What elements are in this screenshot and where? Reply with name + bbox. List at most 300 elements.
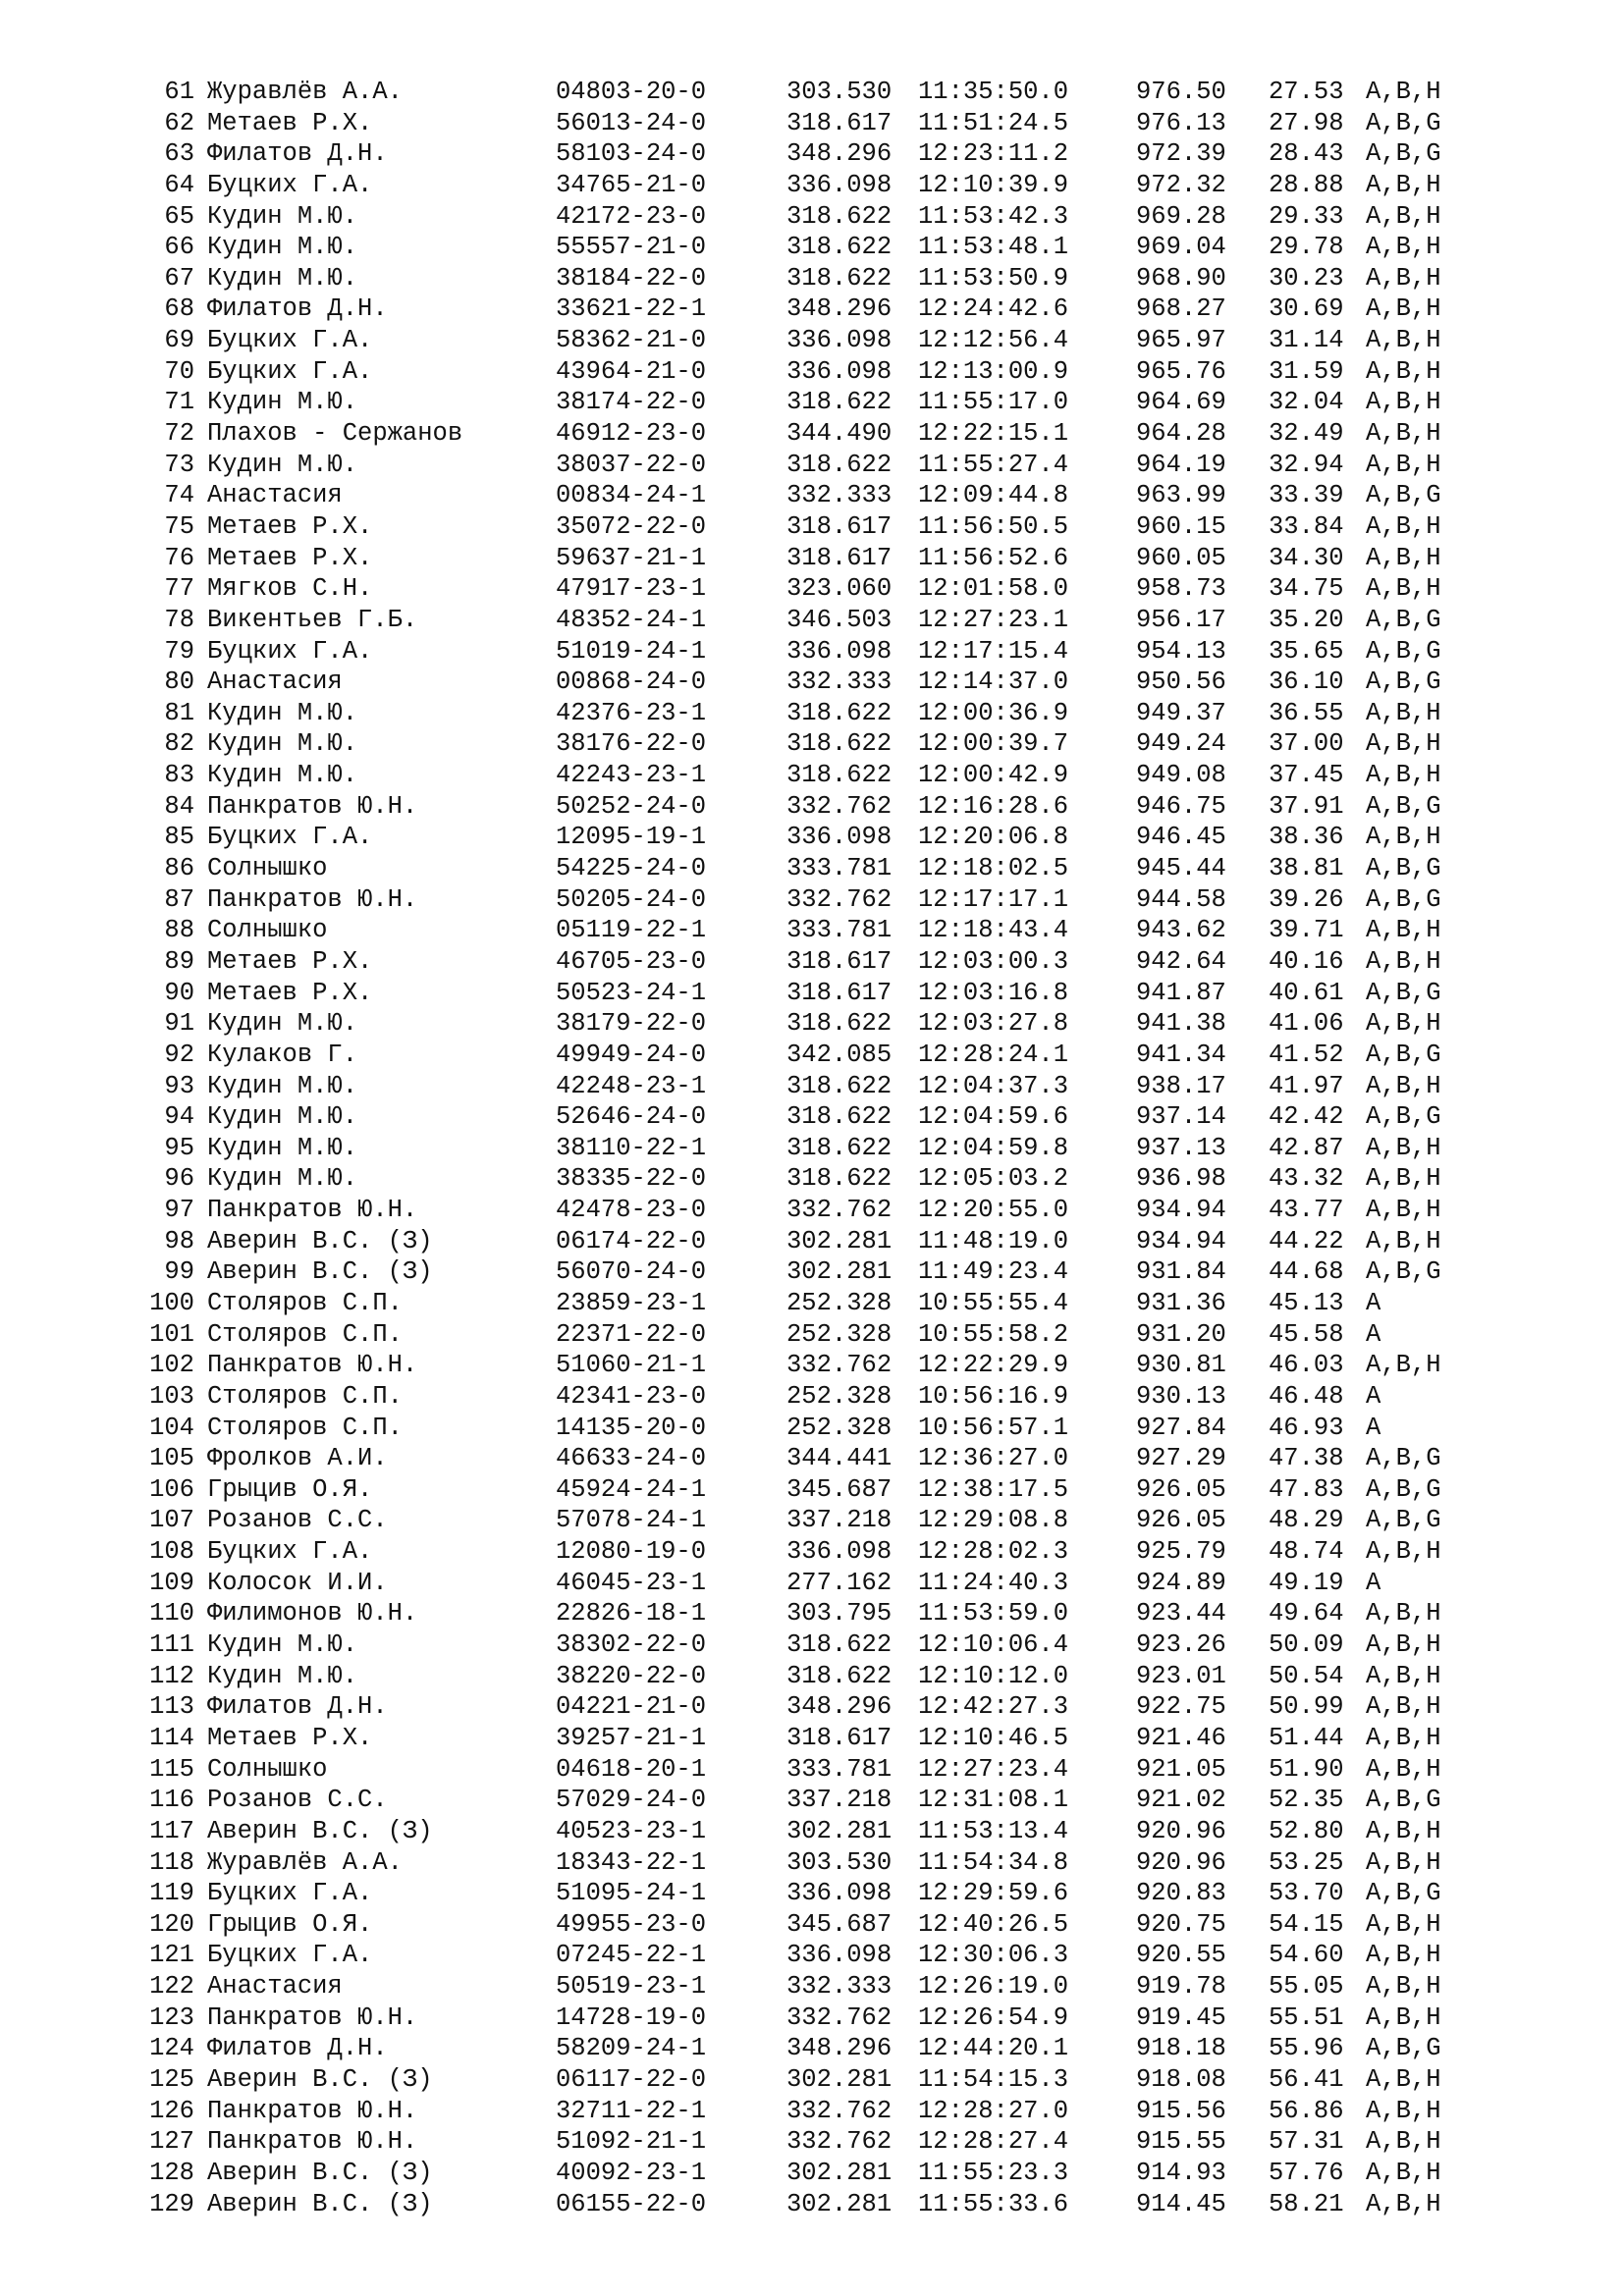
distance-cell: 318.622	[786, 1071, 893, 1100]
fancier-name-cell: Розанов С.С.	[207, 1506, 388, 1535]
fancier-name-cell: Анастасия	[207, 1972, 343, 2002]
fancier-name-cell: Панкратов Ю.Н.	[207, 1196, 418, 1225]
ring-number-cell: 47917-23-1	[556, 574, 707, 604]
arrival-time-cell: 11:53:42.3	[918, 201, 1069, 231]
fancier-name-cell: Колосок И.И.	[207, 1568, 388, 1597]
ring-number-cell: 50519-23-1	[556, 1972, 707, 2002]
place-cell: 72	[164, 419, 194, 449]
category-cell: A,B,H	[1366, 1723, 1441, 1752]
place-cell: 89	[164, 946, 194, 976]
place-cell: 96	[164, 1164, 194, 1194]
table-row	[0, 1256, 1624, 1288]
distance-cell: 302.281	[786, 2065, 893, 2094]
speed-cell: 942.64	[1136, 946, 1226, 976]
table-row	[0, 636, 1624, 667]
distance-cell: 333.781	[786, 1754, 893, 1784]
ring-number-cell: 56070-24-0	[556, 1257, 707, 1287]
ring-number-cell: 14728-19-0	[556, 2002, 707, 2032]
arrival-time-cell: 11:48:19.0	[918, 1226, 1069, 1255]
coefficient-cell: 38.81	[1269, 854, 1344, 883]
distance-cell: 332.762	[786, 2127, 893, 2157]
coefficient-cell: 37.45	[1269, 761, 1344, 790]
speed-cell: 965.97	[1136, 326, 1226, 355]
distance-cell: 318.617	[786, 543, 893, 572]
coefficient-cell: 52.80	[1269, 1816, 1344, 1845]
category-cell: A	[1366, 1319, 1381, 1349]
category-cell: A	[1366, 1413, 1381, 1442]
distance-cell: 302.281	[786, 2189, 893, 2218]
place-cell: 65	[164, 201, 194, 231]
fancier-name-cell: Кудин М.Ю.	[207, 201, 358, 231]
arrival-time-cell: 12:12:56.4	[918, 326, 1069, 355]
distance-cell: 318.622	[786, 761, 893, 790]
ring-number-cell: 40092-23-1	[556, 2158, 707, 2187]
speed-cell: 915.55	[1136, 2127, 1226, 2157]
ring-number-cell: 14135-20-0	[556, 1413, 707, 1442]
fancier-name-cell: Кудин М.Ю.	[207, 1630, 358, 1660]
place-cell: 106	[149, 1474, 194, 1504]
place-cell: 122	[149, 1972, 194, 2002]
ring-number-cell: 42376-23-1	[556, 698, 707, 727]
speed-cell: 976.50	[1136, 78, 1226, 106]
coefficient-cell: 55.51	[1269, 2002, 1344, 2032]
distance-cell: 302.281	[786, 1226, 893, 1255]
coefficient-cell: 34.30	[1269, 543, 1344, 572]
ring-number-cell: 50523-24-1	[556, 978, 707, 1007]
ring-number-cell: 49955-23-0	[556, 1909, 707, 1939]
distance-cell: 336.098	[786, 356, 893, 386]
table-row	[0, 418, 1624, 450]
coefficient-cell: 50.54	[1269, 1661, 1344, 1690]
fancier-name-cell: Филатов Д.Н.	[207, 2034, 388, 2063]
arrival-time-cell: 12:03:27.8	[918, 1009, 1069, 1039]
distance-cell: 344.441	[786, 1444, 893, 1473]
distance-cell: 318.617	[786, 946, 893, 976]
category-cell: A,B,H	[1366, 2158, 1441, 2187]
arrival-time-cell: 12:30:06.3	[918, 1941, 1069, 1970]
category-cell: A,B,H	[1366, 1630, 1441, 1660]
speed-cell: 921.02	[1136, 1786, 1226, 1815]
arrival-time-cell: 12:18:43.4	[918, 916, 1069, 945]
fancier-name-cell: Розанов С.С.	[207, 1786, 388, 1815]
distance-cell: 318.622	[786, 1102, 893, 1132]
table-row	[0, 853, 1624, 884]
coefficient-cell: 43.32	[1269, 1164, 1344, 1194]
ring-number-cell: 38110-22-1	[556, 1133, 707, 1162]
coefficient-cell: 38.36	[1269, 823, 1344, 852]
table-row	[0, 1071, 1624, 1102]
table-row	[0, 2189, 1624, 2220]
ring-number-cell: 49949-24-0	[556, 1040, 707, 1069]
fancier-name-cell: Метаев Р.Х.	[207, 511, 373, 541]
arrival-time-cell: 11:24:40.3	[918, 1568, 1069, 1597]
table-row	[0, 108, 1624, 139]
table-row	[0, 170, 1624, 201]
fancier-name-cell: Панкратов Ю.Н.	[207, 2127, 418, 2157]
coefficient-cell: 36.55	[1269, 698, 1344, 727]
fancier-name-cell: Грыцив О.Я.	[207, 1909, 373, 1939]
category-cell: A,B,H	[1366, 1661, 1441, 1690]
category-cell: A,B,H	[1366, 1692, 1441, 1722]
ring-number-cell: 50205-24-0	[556, 884, 707, 914]
table-row	[0, 728, 1624, 760]
ring-number-cell: 38037-22-0	[556, 450, 707, 479]
speed-cell: 937.13	[1136, 1133, 1226, 1162]
fancier-name-cell: Аверин В.С. (З)	[207, 2189, 433, 2218]
coefficient-cell: 51.44	[1269, 1723, 1344, 1752]
place-cell: 98	[164, 1226, 194, 1255]
fancier-name-cell: Журавлёв А.А.	[207, 78, 403, 106]
ring-number-cell: 55557-21-0	[556, 233, 707, 262]
speed-cell: 920.75	[1136, 1909, 1226, 1939]
ring-number-cell: 46912-23-0	[556, 419, 707, 449]
fancier-name-cell: Мягков С.Н.	[207, 574, 373, 604]
coefficient-cell: 34.75	[1269, 574, 1344, 604]
category-cell: A,B,H	[1366, 1226, 1441, 1255]
table-row	[0, 667, 1624, 698]
fancier-name-cell: Метаев Р.Х.	[207, 946, 373, 976]
ring-number-cell: 07245-22-1	[556, 1941, 707, 1970]
speed-cell: 950.56	[1136, 667, 1226, 697]
place-cell: 108	[149, 1537, 194, 1567]
place-cell: 85	[164, 823, 194, 852]
table-row	[0, 1723, 1624, 1754]
fancier-name-cell: Анастасия	[207, 667, 343, 697]
speed-cell: 937.14	[1136, 1102, 1226, 1132]
category-cell: A,B,H	[1366, 2096, 1441, 2125]
coefficient-cell: 35.65	[1269, 636, 1344, 666]
coefficient-cell: 42.42	[1269, 1102, 1344, 1132]
distance-cell: 252.328	[786, 1288, 893, 1317]
distance-cell: 318.622	[786, 201, 893, 231]
fancier-name-cell: Солнышко	[207, 1754, 328, 1784]
place-cell: 115	[149, 1754, 194, 1784]
table-row	[0, 356, 1624, 388]
table-row	[0, 978, 1624, 1009]
ring-number-cell: 42478-23-0	[556, 1196, 707, 1225]
place-cell: 74	[164, 481, 194, 510]
distance-cell: 318.617	[786, 978, 893, 1007]
ring-number-cell: 05119-22-1	[556, 916, 707, 945]
category-cell: A,B,H	[1366, 263, 1441, 293]
table-row	[0, 1008, 1624, 1040]
ring-number-cell: 56013-24-0	[556, 108, 707, 137]
ring-number-cell: 12080-19-0	[556, 1537, 707, 1567]
place-cell: 75	[164, 511, 194, 541]
category-cell: A,B,H	[1366, 823, 1441, 852]
fancier-name-cell: Буцких Г.А.	[207, 326, 373, 355]
category-cell: A,B,H	[1366, 1009, 1441, 1039]
place-cell: 61	[164, 78, 194, 106]
table-row	[0, 2002, 1624, 2034]
table-row	[0, 884, 1624, 916]
table-row	[0, 294, 1624, 325]
arrival-time-cell: 12:04:59.6	[918, 1102, 1069, 1132]
coefficient-cell: 40.16	[1269, 946, 1344, 976]
place-cell: 121	[149, 1941, 194, 1970]
arrival-time-cell: 12:24:42.6	[918, 294, 1069, 324]
place-cell: 123	[149, 2002, 194, 2032]
category-cell: A,B,H	[1366, 2189, 1441, 2218]
table-row	[0, 1878, 1624, 1909]
coefficient-cell: 52.35	[1269, 1786, 1344, 1815]
ring-number-cell: 51092-21-1	[556, 2127, 707, 2157]
ring-number-cell: 32711-22-1	[556, 2096, 707, 2125]
speed-cell: 964.19	[1136, 450, 1226, 479]
fancier-name-cell: Панкратов Ю.Н.	[207, 1351, 418, 1380]
place-cell: 126	[149, 2096, 194, 2125]
arrival-time-cell: 12:26:19.0	[918, 1972, 1069, 2002]
table-row	[0, 1226, 1624, 1257]
distance-cell: 302.281	[786, 2158, 893, 2187]
ring-number-cell: 58103-24-0	[556, 139, 707, 169]
fancier-name-cell: Кудин М.Ю.	[207, 1661, 358, 1690]
category-cell: A,B,G	[1366, 1102, 1441, 1132]
category-cell: A,B,H	[1366, 2002, 1441, 2032]
coefficient-cell: 54.15	[1269, 1909, 1344, 1939]
ring-number-cell: 42243-23-1	[556, 761, 707, 790]
fancier-name-cell: Аверин В.С. (З)	[207, 1226, 433, 1255]
arrival-time-cell: 12:31:08.1	[918, 1786, 1069, 1815]
arrival-time-cell: 12:26:54.9	[918, 2002, 1069, 2032]
ring-number-cell: 06174-22-0	[556, 1226, 707, 1255]
fancier-name-cell: Фролков А.И.	[207, 1444, 388, 1473]
arrival-time-cell: 12:38:17.5	[918, 1474, 1069, 1504]
arrival-time-cell: 12:05:03.2	[918, 1164, 1069, 1194]
speed-cell: 921.05	[1136, 1754, 1226, 1784]
place-cell: 91	[164, 1009, 194, 1039]
fancier-name-cell: Журавлёв А.А.	[207, 1847, 403, 1877]
category-cell: A,B,G	[1366, 2034, 1441, 2063]
ring-number-cell: 04803-20-0	[556, 78, 707, 106]
ring-number-cell: 48352-24-1	[556, 605, 707, 634]
speed-cell: 960.15	[1136, 511, 1226, 541]
fancier-name-cell: Кудин М.Ю.	[207, 1009, 358, 1039]
coefficient-cell: 30.23	[1269, 263, 1344, 293]
fancier-name-cell: Викентьев Г.Б.	[207, 605, 418, 634]
distance-cell: 318.617	[786, 1723, 893, 1752]
place-cell: 92	[164, 1040, 194, 1069]
arrival-time-cell: 12:18:02.5	[918, 854, 1069, 883]
distance-cell: 318.622	[786, 698, 893, 727]
category-cell: A,B,G	[1366, 108, 1441, 137]
place-cell: 66	[164, 233, 194, 262]
speed-cell: 968.27	[1136, 294, 1226, 324]
speed-cell: 930.13	[1136, 1381, 1226, 1411]
arrival-time-cell: 12:01:58.0	[918, 574, 1069, 604]
speed-cell: 914.45	[1136, 2189, 1226, 2218]
place-cell: 111	[149, 1630, 194, 1660]
category-cell: A,B,G	[1366, 1474, 1441, 1504]
coefficient-cell: 41.97	[1269, 1071, 1344, 1100]
category-cell: A,B,H	[1366, 1754, 1441, 1784]
arrival-time-cell: 12:13:00.9	[918, 356, 1069, 386]
place-cell: 81	[164, 698, 194, 727]
category-cell: A,B,G	[1366, 1786, 1441, 1815]
speed-cell: 931.84	[1136, 1257, 1226, 1287]
speed-cell: 923.01	[1136, 1661, 1226, 1690]
coefficient-cell: 33.84	[1269, 511, 1344, 541]
speed-cell: 944.58	[1136, 884, 1226, 914]
speed-cell: 920.96	[1136, 1847, 1226, 1877]
place-cell: 114	[149, 1723, 194, 1752]
coefficient-cell: 45.13	[1269, 1288, 1344, 1317]
ring-number-cell: 46705-23-0	[556, 946, 707, 976]
distance-cell: 303.530	[786, 78, 893, 106]
table-row	[0, 1629, 1624, 1661]
category-cell: A,B,H	[1366, 543, 1441, 572]
distance-cell: 332.762	[786, 884, 893, 914]
speed-cell: 938.17	[1136, 1071, 1226, 1100]
speed-cell: 976.13	[1136, 108, 1226, 137]
coefficient-cell: 27.53	[1269, 78, 1344, 106]
table-row	[0, 1443, 1624, 1474]
speed-cell: 964.69	[1136, 388, 1226, 417]
distance-cell: 336.098	[786, 1537, 893, 1567]
distance-cell: 337.218	[786, 1786, 893, 1815]
speed-cell: 930.81	[1136, 1351, 1226, 1380]
speed-cell: 949.08	[1136, 761, 1226, 790]
table-row	[0, 1319, 1624, 1351]
distance-cell: 333.781	[786, 854, 893, 883]
fancier-name-cell: Солнышко	[207, 916, 328, 945]
place-cell: 99	[164, 1257, 194, 1287]
arrival-time-cell: 12:23:11.2	[918, 139, 1069, 169]
table-row	[0, 1909, 1624, 1941]
distance-cell: 277.162	[786, 1568, 893, 1597]
category-cell: A,B,H	[1366, 574, 1441, 604]
category-cell: A,B,H	[1366, 170, 1441, 199]
category-cell: A,B,G	[1366, 139, 1441, 169]
table-row	[0, 698, 1624, 729]
table-row	[0, 1661, 1624, 1692]
arrival-time-cell: 12:17:15.4	[918, 636, 1069, 666]
ring-number-cell: 57078-24-1	[556, 1506, 707, 1535]
category-cell: A,B,G	[1366, 1040, 1441, 1069]
place-cell: 116	[149, 1786, 194, 1815]
place-cell: 118	[149, 1847, 194, 1877]
speed-cell: 934.94	[1136, 1226, 1226, 1255]
coefficient-cell: 47.83	[1269, 1474, 1344, 1504]
coefficient-cell: 53.70	[1269, 1879, 1344, 1908]
table-row	[0, 946, 1624, 978]
place-cell: 112	[149, 1661, 194, 1690]
distance-cell: 302.281	[786, 1257, 893, 1287]
fancier-name-cell: Буцких Г.А.	[207, 1879, 373, 1908]
ring-number-cell: 46633-24-0	[556, 1444, 707, 1473]
fancier-name-cell: Кудин М.Ю.	[207, 1102, 358, 1132]
place-cell: 78	[164, 605, 194, 634]
category-cell: A,B,G	[1366, 978, 1441, 1007]
speed-cell: 956.17	[1136, 605, 1226, 634]
place-cell: 105	[149, 1444, 194, 1473]
arrival-time-cell: 12:00:39.7	[918, 729, 1069, 759]
arrival-time-cell: 11:56:52.6	[918, 543, 1069, 572]
fancier-name-cell: Аверин В.С. (З)	[207, 1257, 433, 1287]
speed-cell: 925.79	[1136, 1537, 1226, 1567]
coefficient-cell: 39.71	[1269, 916, 1344, 945]
category-cell: A,B,G	[1366, 667, 1441, 697]
category-cell: A,B,H	[1366, 729, 1441, 759]
coefficient-cell: 57.76	[1269, 2158, 1344, 2187]
results-table	[0, 77, 1624, 2219]
speed-cell: 964.28	[1136, 419, 1226, 449]
category-cell: A,B,H	[1366, 419, 1441, 449]
speed-cell: 923.26	[1136, 1630, 1226, 1660]
arrival-time-cell: 12:27:23.4	[918, 1754, 1069, 1784]
fancier-name-cell: Кудин М.Ю.	[207, 1164, 358, 1194]
coefficient-cell: 42.87	[1269, 1133, 1344, 1162]
ring-number-cell: 38184-22-0	[556, 263, 707, 293]
table-row	[0, 387, 1624, 418]
category-cell: A,B,H	[1366, 916, 1441, 945]
ring-number-cell: 51019-24-1	[556, 636, 707, 666]
distance-cell: 318.617	[786, 108, 893, 137]
speed-cell: 943.62	[1136, 916, 1226, 945]
category-cell: A,B,H	[1366, 1196, 1441, 1225]
speed-cell: 960.05	[1136, 543, 1226, 572]
distance-cell: 336.098	[786, 823, 893, 852]
coefficient-cell: 51.90	[1269, 1754, 1344, 1784]
place-cell: 80	[164, 667, 194, 697]
category-cell: A,B,H	[1366, 1599, 1441, 1629]
ring-number-cell: 57029-24-0	[556, 1786, 707, 1815]
place-cell: 124	[149, 2034, 194, 2063]
arrival-time-cell: 10:55:58.2	[918, 1319, 1069, 1349]
speed-cell: 934.94	[1136, 1196, 1226, 1225]
fancier-name-cell: Столяров С.П.	[207, 1413, 403, 1442]
distance-cell: 252.328	[786, 1413, 893, 1442]
speed-cell: 919.78	[1136, 1972, 1226, 2002]
arrival-time-cell: 12:20:55.0	[918, 1196, 1069, 1225]
table-row	[0, 1413, 1624, 1444]
table-row	[0, 263, 1624, 294]
speed-cell: 949.24	[1136, 729, 1226, 759]
arrival-time-cell: 12:22:15.1	[918, 419, 1069, 449]
coefficient-cell: 39.26	[1269, 884, 1344, 914]
table-row	[0, 1163, 1624, 1195]
fancier-name-cell: Филатов Д.Н.	[207, 139, 388, 169]
table-row	[0, 480, 1624, 511]
speed-cell: 963.99	[1136, 481, 1226, 510]
category-cell: A,B,H	[1366, 326, 1441, 355]
table-row	[0, 822, 1624, 853]
distance-cell: 336.098	[786, 326, 893, 355]
category-cell: A,B,G	[1366, 481, 1441, 510]
coefficient-cell: 55.05	[1269, 1972, 1344, 2002]
speed-cell: 936.98	[1136, 1164, 1226, 1194]
fancier-name-cell: Панкратов Ю.Н.	[207, 2002, 418, 2032]
arrival-time-cell: 11:55:33.6	[918, 2189, 1069, 2218]
table-row	[0, 543, 1624, 574]
ring-number-cell: 58362-21-0	[556, 326, 707, 355]
fancier-name-cell: Панкратов Ю.Н.	[207, 791, 418, 821]
category-cell: A,B,H	[1366, 698, 1441, 727]
distance-cell: 336.098	[786, 1941, 893, 1970]
table-row	[0, 1195, 1624, 1226]
ring-number-cell: 00868-24-0	[556, 667, 707, 697]
coefficient-cell: 50.09	[1269, 1630, 1344, 1660]
arrival-time-cell: 12:28:27.4	[918, 2127, 1069, 2157]
place-cell: 88	[164, 916, 194, 945]
category-cell: A,B,G	[1366, 884, 1441, 914]
coefficient-cell: 48.29	[1269, 1506, 1344, 1535]
category-cell: A,B,H	[1366, 233, 1441, 262]
fancier-name-cell: Плахов - Сержанов	[207, 419, 463, 449]
speed-cell: 931.36	[1136, 1288, 1226, 1317]
table-row	[0, 325, 1624, 356]
arrival-time-cell: 12:14:37.0	[918, 667, 1069, 697]
